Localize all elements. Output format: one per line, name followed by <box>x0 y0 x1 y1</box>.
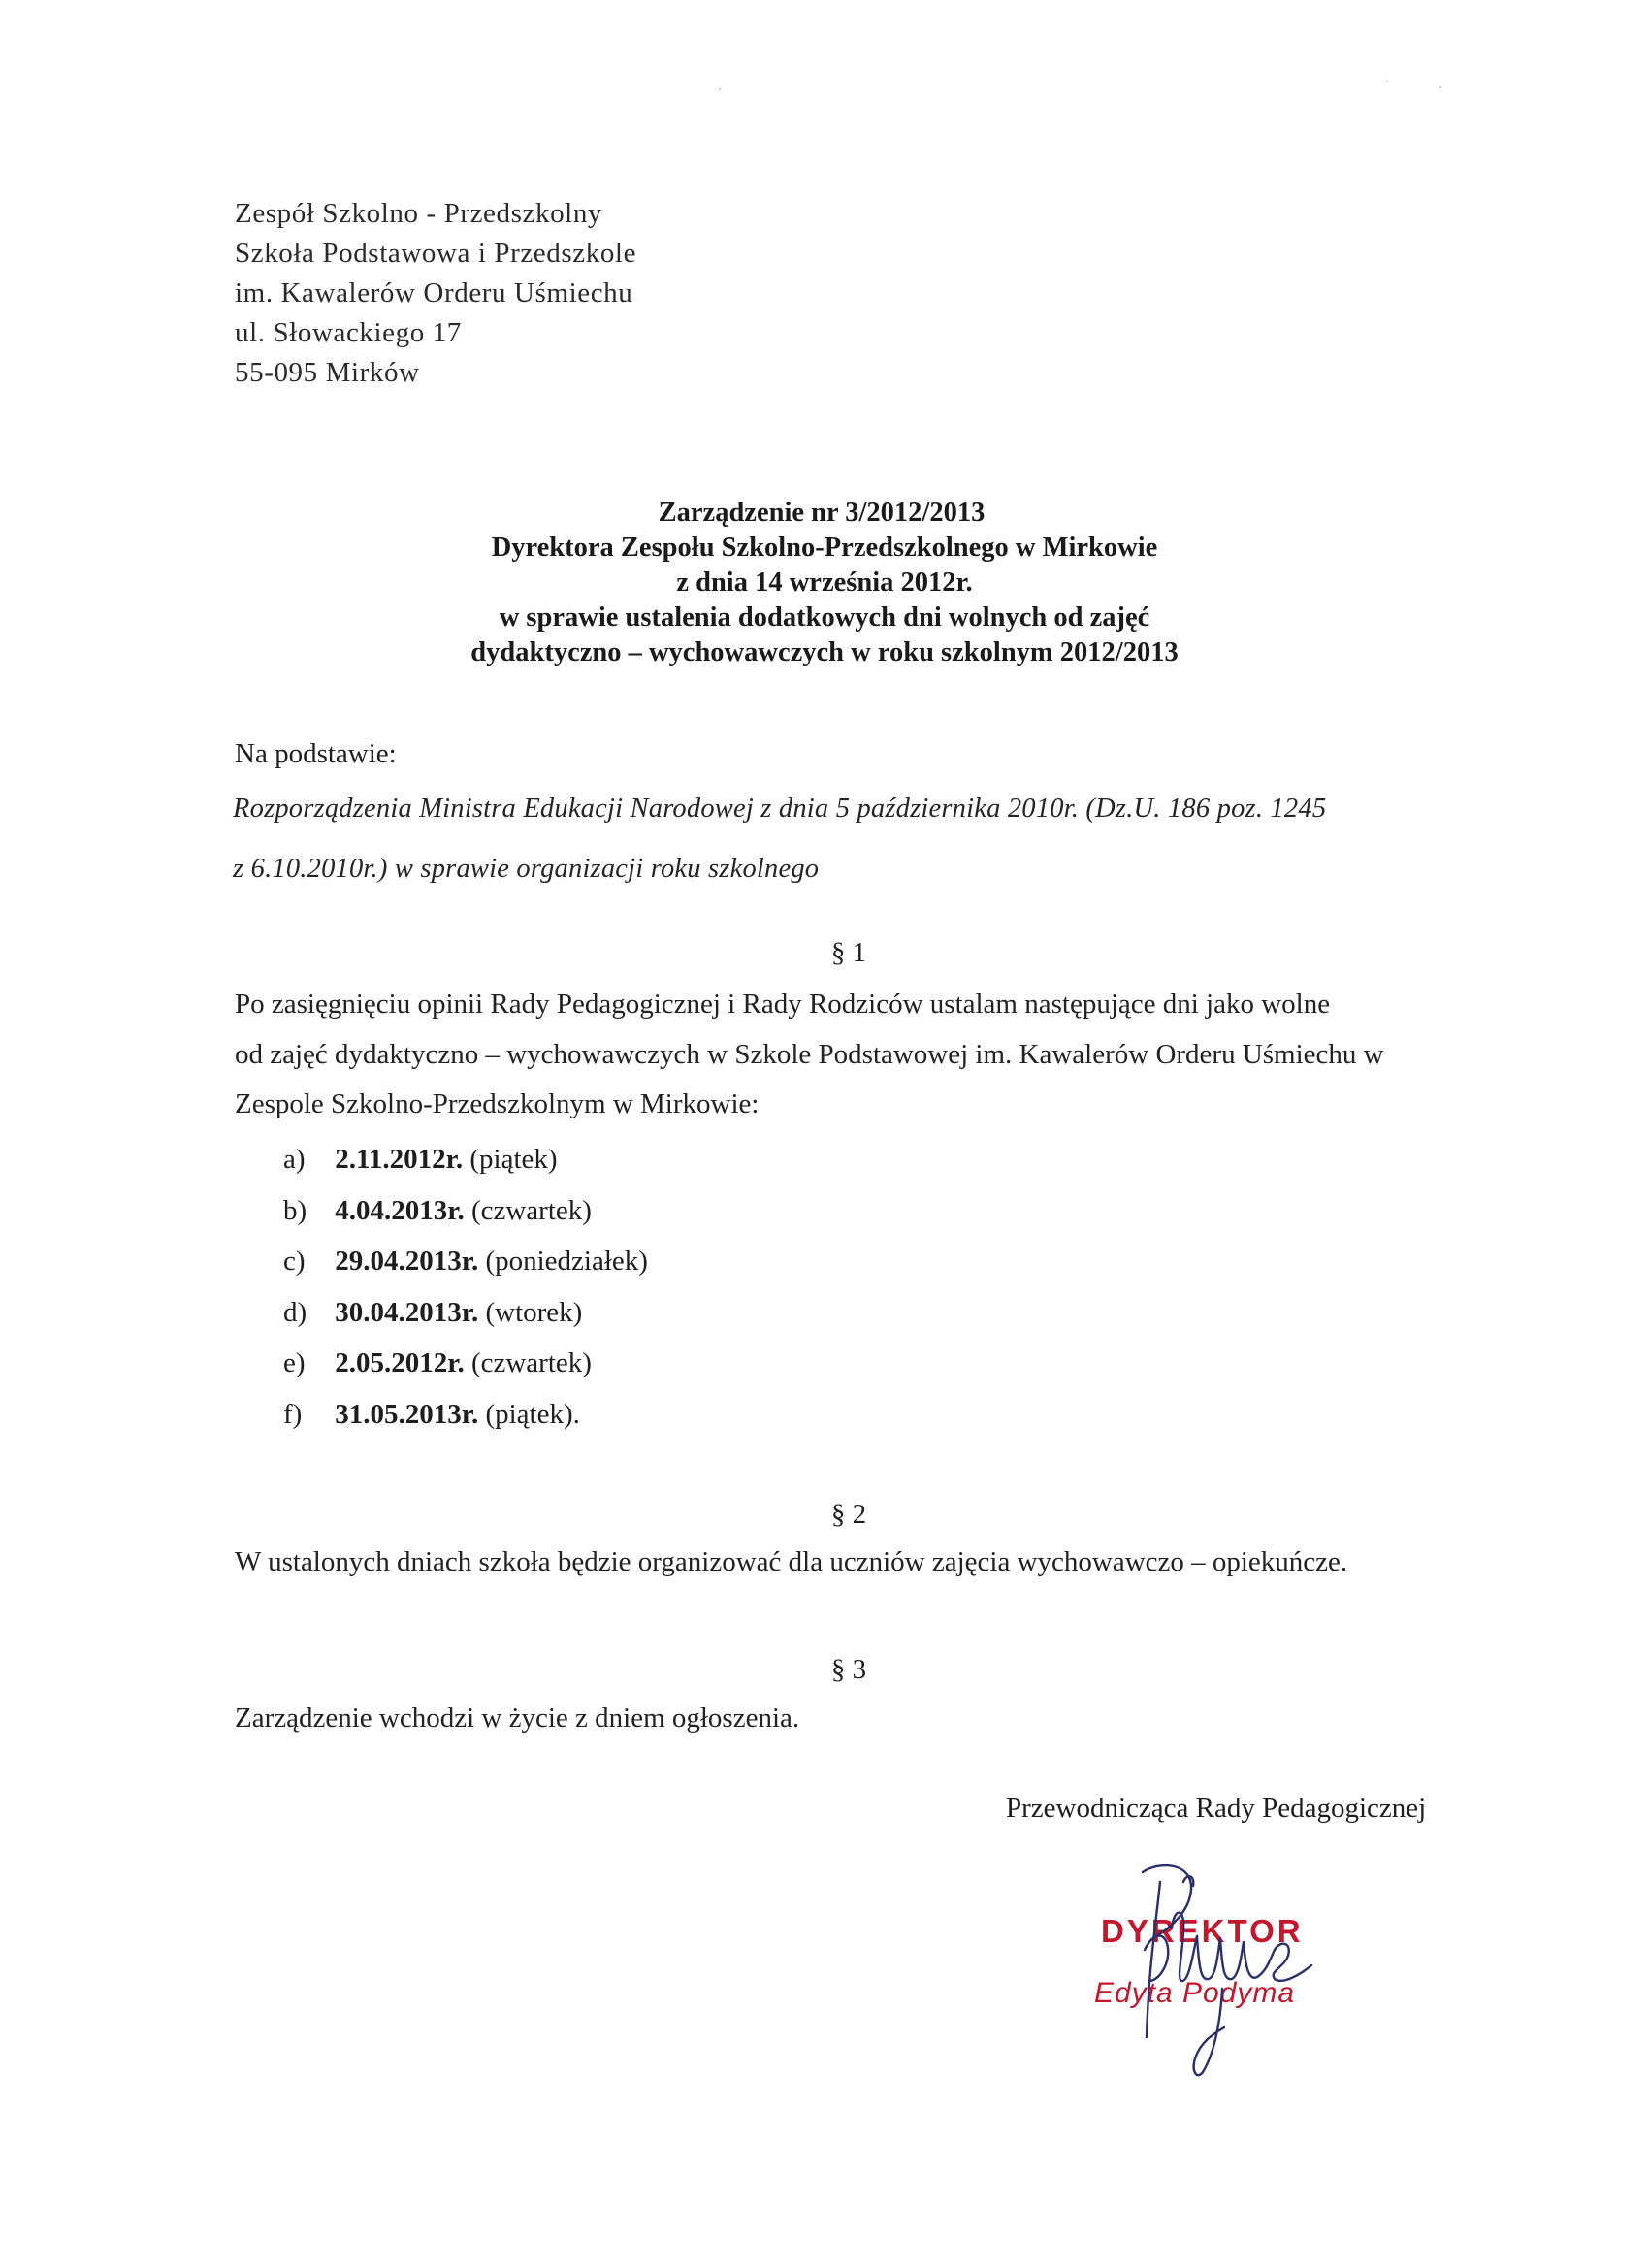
list-item-day: (piątek) <box>469 1144 558 1175</box>
list-item <box>283 1185 648 1237</box>
list-item-letter: f) <box>283 1398 303 1430</box>
list-item-date: 2.05.2012r. <box>335 1347 465 1378</box>
handwritten-signature <box>1067 1843 1358 2095</box>
section-2-text <box>235 1538 1347 1588</box>
sender-line: 55-095 Mirków <box>235 357 420 388</box>
legal-basis-text <box>233 779 1326 899</box>
list-item-letter: e) <box>283 1347 306 1378</box>
sender-line: Szkoła Podstawowa i Przedszkole <box>235 238 637 269</box>
title-line: Dyrektora Zespołu Szkolno-Przedszkolnego w Mirkowie <box>491 533 1158 563</box>
legal-basis-label: Na podstawie: <box>235 738 397 769</box>
sender-line: Zespół Szkolno - Przedszkolny <box>235 198 603 229</box>
title-line: z dnia 14 września 2012r. <box>676 567 973 598</box>
list-item-day: (piątek). <box>485 1398 580 1430</box>
list-item-date: 2.11.2012r. <box>335 1144 464 1175</box>
section-1-text <box>235 980 1384 1130</box>
section-1-line: Po zasięgnięciu opinii Rady Pedagogicznej i Rady Rodziców ustalam następujące dni jako wolne <box>235 988 1331 1020</box>
section-1-mark: § 1 <box>830 937 867 968</box>
title-line: Zarządzenie nr 3/2012/2013 <box>658 498 986 528</box>
list-item-date: 31.05.2013r. <box>335 1398 479 1430</box>
list-item-letter: b) <box>283 1194 307 1226</box>
sender-line: im. Kawalerów Orderu Uśmiechu <box>235 277 633 308</box>
section-2-line: W ustalonych dniach szkoła będzie organizować dla uczniów zajęcia wychowawczo – opiekuńcze. <box>235 1546 1348 1577</box>
title-line: w sprawie ustalenia dodatkowych dni wolnych od zajęć <box>499 602 1150 632</box>
list-item-day: (wtorek) <box>485 1296 583 1328</box>
signature-title: Przewodnicząca Rady Pedagogicznej <box>1006 1793 1427 1824</box>
list-item <box>283 1338 648 1389</box>
section-1-line: od zajęć dydaktyczno – wychowawczych w Szkole Podstawowej im. Kawalerów Orderu Uśmiechu w <box>235 1038 1384 1070</box>
section-1-line: Zespole Szkolno-Przedszkolnym w Mirkowie: <box>235 1088 760 1119</box>
list-item-date: 29.04.2013r. <box>335 1246 479 1277</box>
list-item-day: (czwartek) <box>470 1347 592 1378</box>
list-item <box>283 1236 648 1287</box>
stamp-title: DYREKTOR <box>1101 1913 1304 1949</box>
document-title <box>0 496 1649 670</box>
list-item-date: 4.04.2013r. <box>335 1194 465 1226</box>
section-3-line: Zarządzenie wchodzi w życie z dniem ogłoszenia. <box>235 1702 800 1733</box>
sender-line: ul. Słowackiego 17 <box>235 317 462 348</box>
sender-address <box>235 194 636 393</box>
list-item-date: 30.04.2013r. <box>335 1296 479 1328</box>
scan-specks <box>0 0 1649 116</box>
stamp-name: Edyta Podyma <box>1094 1977 1296 2009</box>
list-item <box>283 1287 648 1339</box>
legal-basis-line: z 6.10.2010r.) w sprawie organizacji roku szkolnego <box>233 854 820 884</box>
section-3-mark: § 3 <box>830 1654 867 1685</box>
section-2-mark: § 2 <box>830 1499 867 1530</box>
list-item-day: (poniedziałek) <box>485 1246 648 1277</box>
list-item-letter: c) <box>283 1246 306 1277</box>
list-item <box>283 1134 648 1185</box>
list-item-day: (czwartek) <box>470 1194 592 1226</box>
title-line: dydaktyczno – wychowawczych w roku szkolnym 2012/2013 <box>470 637 1179 667</box>
free-days-list <box>283 1134 648 1440</box>
list-item-letter: d) <box>283 1296 307 1328</box>
list-item-letter: a) <box>283 1144 306 1175</box>
list-item <box>283 1389 648 1441</box>
section-3-text <box>235 1694 799 1744</box>
legal-basis-line: Rozporządzenia Ministra Edukacji Narodowej z dnia 5 października 2010r. (Dz.U. 186 poz. 1245 <box>233 794 1327 824</box>
